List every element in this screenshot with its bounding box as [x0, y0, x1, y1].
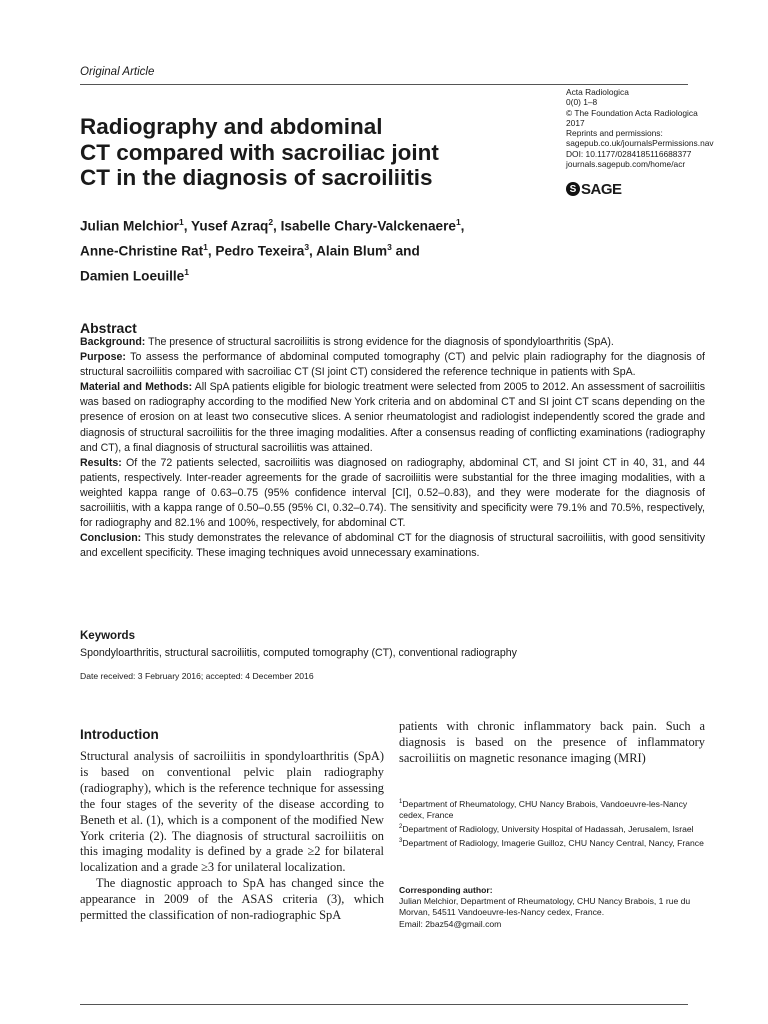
- author-affiliation-mark: 3: [304, 242, 310, 253]
- abstract-purpose: [80, 350, 705, 380]
- article-title: [80, 114, 480, 191]
- body-column-right: [399, 719, 705, 767]
- keywords-text: Spondyloarthritis, structural sacroiliitis, computed tomography (CT), conventional radiography: [80, 647, 517, 659]
- footer-rule: [80, 1004, 688, 1005]
- date-received: Date received: 3 February 2016; accepted: 4 December 2016: [80, 671, 314, 681]
- abstract-results-label: Results:: [80, 456, 122, 469]
- introduction-paragraph: Structural analysis of sacroiliitis in spondyloarthritis (SpA) is based on conventional pelvic plain radiography (radiography), which is the reference technique for assessing the four stages of the severity of the disease according to Beneth et al. (1), which is a component of the modified New York criteria (2). The diagnosis of structural sacroiliitis on this imaging modality is defined by a grade ≥2 for bilateral localization and a grade ≥3 for unilateral localization.: [80, 749, 384, 875]
- journal-link[interactable]: journals.sagepub.com/home/acr: [566, 159, 686, 170]
- corresponding-author-email[interactable]: Email: 2baz54@gmail.com: [399, 918, 502, 929]
- author-affiliation-mark: 1: [455, 217, 461, 227]
- author-line-3: [80, 262, 550, 287]
- sage-s-icon: S: [566, 182, 580, 196]
- author-name: Alain Blum: [316, 243, 388, 259]
- header-rule: [80, 84, 688, 85]
- abstract-purpose-label: Purpose:: [80, 351, 126, 364]
- author-list: [80, 212, 550, 287]
- author-affiliation-mark: 1: [178, 217, 184, 227]
- abstract-body: [80, 335, 705, 561]
- author-line-2: [80, 237, 550, 262]
- keywords-heading: Keywords: [80, 630, 135, 642]
- journal-issue: 0(0) 1–8: [566, 97, 598, 108]
- author-affiliation-mark: 1: [184, 267, 189, 278]
- author-separator: ,: [273, 218, 281, 234]
- abstract-heading: Abstract: [80, 320, 137, 336]
- author-separator: ,: [183, 218, 191, 234]
- sage-logo: [566, 180, 622, 198]
- introduction-paragraph: The diagnostic approach to SpA has changed since the appearance in 2009 of the ASAS criteria (3), which permitted the classification of non-radiographic SpA: [80, 876, 384, 923]
- abstract-conclusion: [80, 531, 705, 561]
- author-affiliation-mark: 3: [387, 242, 392, 253]
- author-separator: ,: [309, 243, 317, 259]
- affiliation-item: [399, 797, 709, 821]
- affiliation-text: Department of Radiology, Imagerie Guilloz, CHU Nancy Central, Nancy, France: [402, 838, 704, 849]
- author-separator: ,: [460, 218, 465, 234]
- affiliation-number: 3: [399, 838, 403, 845]
- abstract-methods-text: All SpA patients eligible for biologic treatment were selected from 2005 to 2012. An assessment of sacroiliitis was based on radiography according to the modified New York criteria and on abdominal CT and SI joint CT scans depending on the presence of erosion on at least two consecutive slices. A senior rheumatologist and radiologist independently scored the grade and diagnosis of structural sacroiliitis for the three imaging modalities. After a consensus reading of conflicting examinations (radiography and CT), a final diagnosis of structural sacroiliitis was attained.: [80, 381, 705, 454]
- abstract-methods-label: Material and Methods:: [80, 381, 193, 394]
- abstract-conclusion-text: This study demonstrates the relevance of abdominal CT for the diagnosis of structural sacroiliitis, with good sensitivity and excellent specificity. These imaging techniques avoid unnecessary examinations.: [80, 532, 705, 560]
- sage-logo-text: SAGE: [581, 180, 622, 198]
- journal-name: Acta Radiologica: [566, 87, 629, 97]
- affiliations: [399, 797, 709, 850]
- abstract-background: [80, 335, 705, 350]
- reprints-label: Reprints and permissions:: [566, 128, 663, 139]
- author-affiliation-mark: 2: [268, 217, 274, 227]
- body-column-left: [80, 749, 384, 924]
- author-name: Yusef Azraq: [191, 218, 269, 234]
- author-name: Damien Loeuille: [80, 268, 185, 284]
- title-line-1: Radiography and abdominal: [80, 114, 383, 139]
- abstract-results: [80, 456, 705, 531]
- affiliation-item: [399, 822, 709, 835]
- corresponding-author: [399, 885, 709, 930]
- author-affiliation-mark: 1: [203, 242, 208, 253]
- journal-meta: [566, 87, 756, 169]
- reprints-link[interactable]: sagepub.co.uk/journalsPermissions.nav: [566, 138, 714, 149]
- abstract-purpose-text: To assess the performance of abdominal computed tomography (CT) and pelvic plain radiography for the diagnosis of structural sacroiliitis compared with sacroiliac CT (SI joint CT) considered the reference technique in patients with SpA.: [80, 351, 705, 379]
- author-name: Pedro Texeira: [215, 243, 305, 259]
- author-name: Anne-Christine Rat: [80, 243, 204, 259]
- author-name: Julian Melchior: [80, 218, 179, 234]
- author-separator: ,: [207, 243, 216, 259]
- abstract-conclusion-label: Conclusion:: [80, 532, 142, 545]
- journal-year: 2017: [566, 117, 585, 128]
- author-line-1: [80, 212, 550, 237]
- abstract-background-text: The presence of structural sacroiliitis is strong evidence for the diagnosis of spondyloarthritis (SpA).: [145, 336, 614, 348]
- title-line-2: CT compared with sacroiliac joint: [80, 139, 439, 165]
- journal-copyright: © The Foundation Acta Radiologica: [566, 107, 698, 118]
- introduction-paragraph: patients with chronic inflammatory back pain. Such a diagnosis is based on the presence of inflammatory sacroiliitis on magnetic resonance imaging (MRI): [399, 719, 705, 765]
- title-line-3: CT in the diagnosis of sacroiliitis: [80, 165, 433, 190]
- introduction-heading: Introduction: [80, 727, 159, 742]
- affiliation-item: [399, 836, 709, 849]
- corresponding-author-heading: Corresponding author:: [399, 885, 493, 895]
- author-name: Isabelle Chary-Valckenaere: [280, 218, 456, 234]
- affiliation-number: 2: [399, 824, 403, 831]
- corresponding-author-address: Julian Melchior, Department of Rheumatology, CHU Nancy Brabois, 1 rue du Morvan, 54511 Vandoeuvre-les-Nancy cedex, France.: [399, 896, 691, 918]
- article-type-label: Original Article: [80, 66, 155, 78]
- abstract-methods: [80, 380, 705, 455]
- affiliation-text: Department of Radiology, University Hospital of Hadassah, Jerusalem, Israel: [402, 824, 694, 835]
- affiliation-number: 1: [399, 799, 403, 805]
- abstract-background-label: Background:: [80, 336, 146, 348]
- author-separator: and: [391, 243, 420, 259]
- doi[interactable]: DOI: 10.1177/0284185116688377: [566, 148, 692, 159]
- abstract-results-text: Of the 72 patients selected, sacroiliitis was diagnosed on radiography, abdominal CT, and SI joint CT in 40, 31, and 44 patients, respectively. Inter-reader agreements for the grade of sacroiliitis were substantial for the three imaging modalities, with a weighted kappa range of 0.63–0.75 (95% confidence interval [CI], 0.52–0.83), and they were moderate for the diagnosis of sacroiliitis, with a kappa range of 0.50–0.55 (95% CI, 0.32–0.74). The sensitivity and specificity were 79.1% and 70.5%, respectively, for radiography and 82.1% and 100%, respectively, for abdominal CT.: [80, 456, 705, 530]
- affiliation-text: Department of Rheumatology, CHU Nancy Brabois, Vandoeuvre-les-Nancy cedex, France: [399, 798, 688, 821]
